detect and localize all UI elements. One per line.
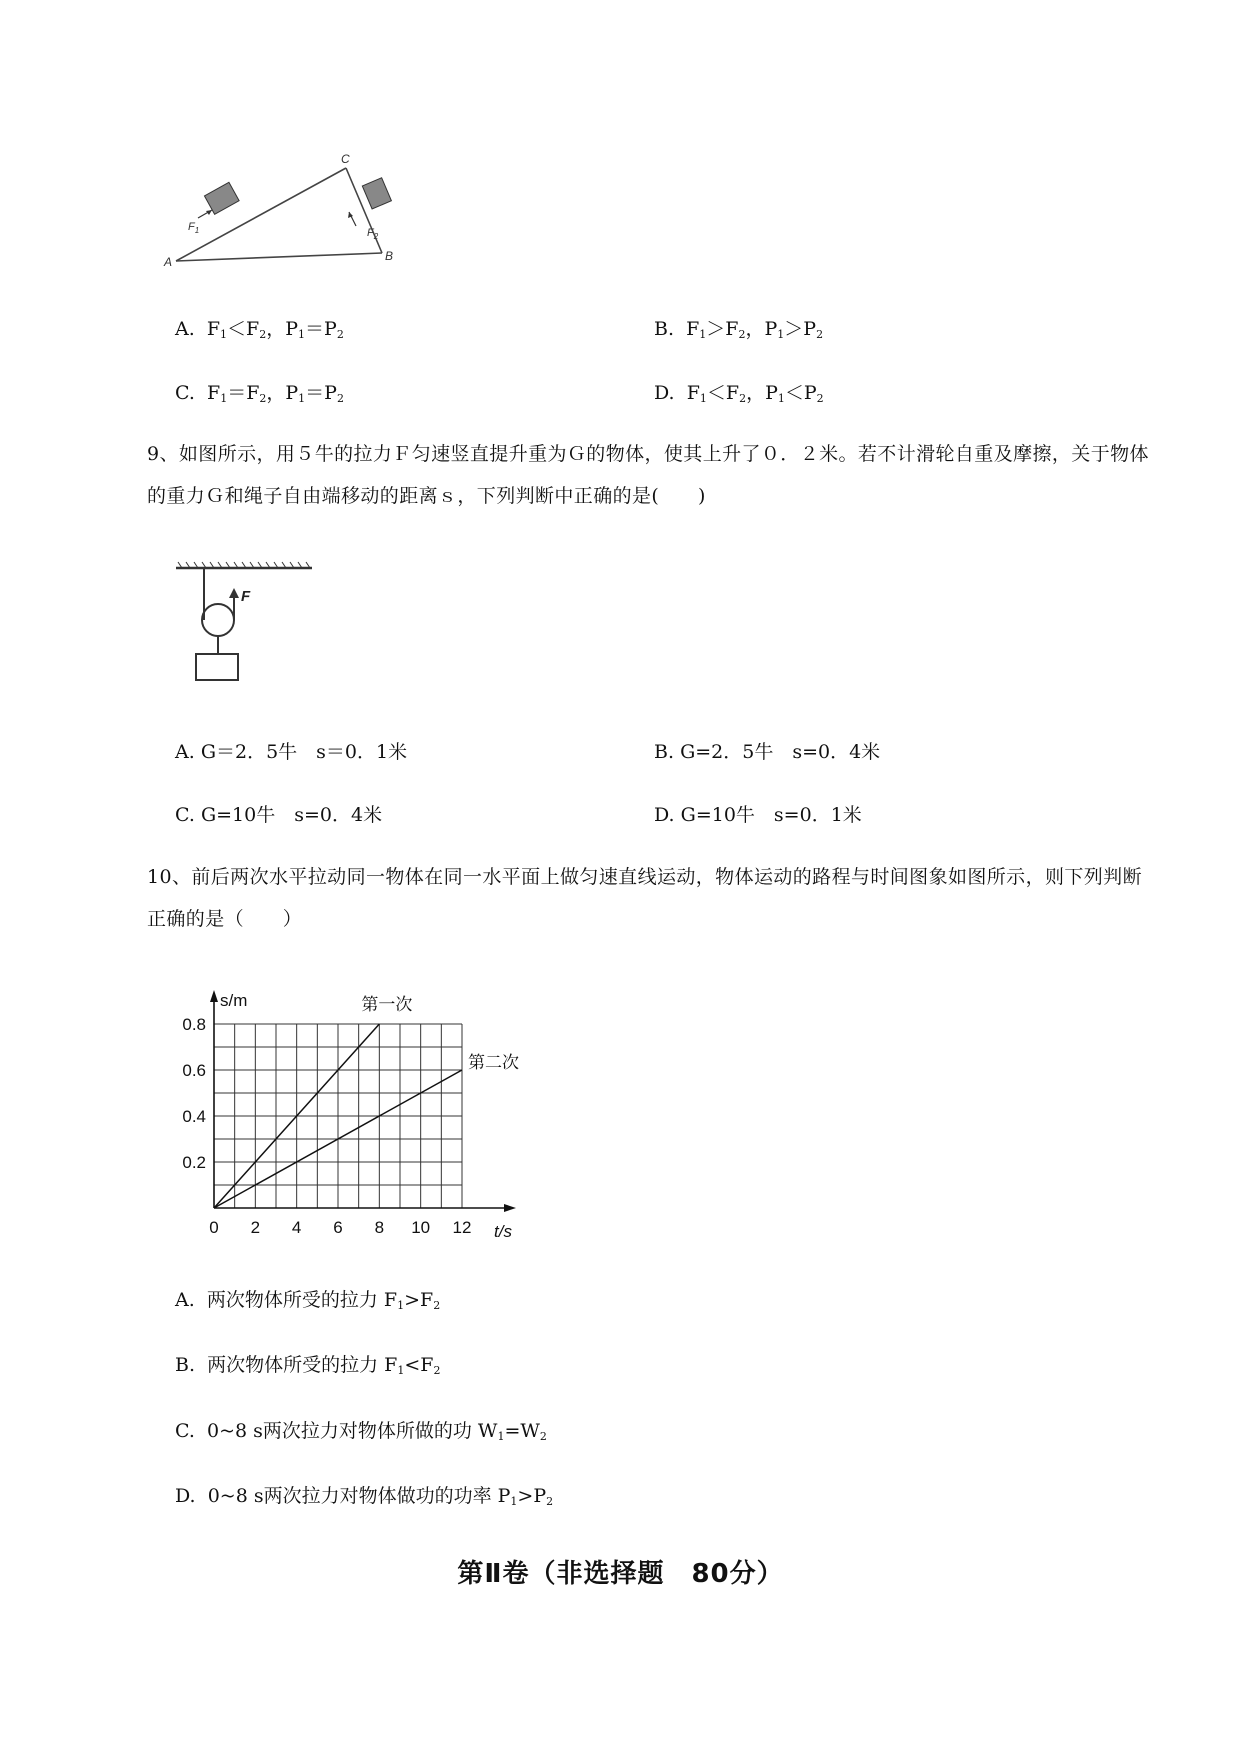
q10-option-a[interactable]: A. 两次物体所受的拉力 $F_1>F_2$: [175, 1289, 441, 1312]
q8-option-c[interactable]: C. $F_1=F_2$，$P_1=P_2$: [175, 382, 344, 405]
q10-question-stem: 10、前后两次水平拉动同一物体在同一水平面上做匀速直线运动，物体运动的路程与时间图象如图所示，则下列判断正确的是（ ）: [147, 866, 1142, 930]
weight-block: [196, 654, 238, 680]
q10-option-c[interactable]: C. 0~8 s两次拉力对物体所做的功 $W_1=W_2$: [175, 1420, 547, 1443]
x-axis-arrow: [504, 1204, 516, 1212]
x-tick-label: 2: [250, 1218, 261, 1237]
q9-question-stem: 9、如图所示，用５牛的拉力Ｆ匀速竖直提升重为Ｇ的物体，使其上升了０．２米。若不计滑轮自重及摩擦，关于物体的重力Ｇ和绳子自由端移动的距离ｓ，下列判断中正确的是( ): [147, 443, 1149, 507]
label-f2: $F_2$: [367, 227, 379, 241]
y-axis-arrow: [210, 990, 218, 1002]
q8-incline-figure: [160, 148, 400, 278]
force-arrow-f2-head: [348, 212, 353, 218]
q8-option-d[interactable]: D. $F_1<F_2$，$P_1<P_2$: [654, 382, 824, 405]
x-tick-label: 10: [411, 1218, 431, 1237]
x-tick-label: 4: [291, 1218, 302, 1237]
x-tick-label: 6: [333, 1218, 343, 1237]
q8-option-b[interactable]: B. $F_1>F_2$，$P_1>P_2$: [654, 318, 824, 341]
q9-option-b[interactable]: B. G=2．5牛 s=0．4米: [654, 741, 881, 763]
y-tick-label: 0.6: [182, 1061, 206, 1080]
label-f1: $F_1$: [188, 221, 200, 235]
block-on-cb: [362, 178, 391, 209]
series-label-1: 第一次: [361, 995, 413, 1014]
label-b: B: [385, 249, 394, 263]
label-a: A: [164, 255, 173, 269]
y-tick-label: 0.2: [182, 1153, 206, 1172]
rope-arrow-head: [229, 588, 239, 598]
incline-base: [176, 253, 382, 261]
x-tick-label: 8: [374, 1218, 385, 1237]
q9-pulley-figure: [174, 558, 324, 688]
q9-option-a[interactable]: A. G＝2．5牛 s＝0．1米: [175, 741, 408, 763]
label-c: C: [341, 152, 350, 166]
q10-distance-time-chart: [160, 978, 540, 1238]
y-tick-label: 0.8: [182, 1015, 206, 1034]
section-title: 第Ⅱ卷（非选择题 80分）: [457, 1559, 784, 1589]
q10-option-b[interactable]: B. 两次物体所受的拉力 $F_1<F_2$: [175, 1354, 441, 1377]
y-tick-label: 0.4: [182, 1107, 206, 1126]
y-axis-label: s/m: [220, 991, 248, 1010]
q9-option-c[interactable]: C. G=10牛 s=0．4米: [175, 804, 383, 826]
x-axis-label: t/s: [494, 1222, 512, 1238]
q8-option-a[interactable]: A. $F_1<F_2$，$P_1=P_2$: [175, 318, 344, 341]
q10-option-d[interactable]: D. 0~8 s两次拉力对物体做功的功率 $P_1>P_2$: [175, 1485, 554, 1508]
x-tick-label: 12: [452, 1218, 472, 1237]
x-tick-label: 0: [209, 1218, 219, 1237]
incline-ac: [176, 168, 346, 261]
series-label-2: 第二次: [468, 1053, 519, 1072]
q9-option-d[interactable]: D. G=10牛 s=0．1米: [654, 804, 862, 826]
label-f: F: [241, 588, 251, 605]
movable-pulley: [202, 604, 234, 636]
block-on-ac: [204, 182, 239, 214]
